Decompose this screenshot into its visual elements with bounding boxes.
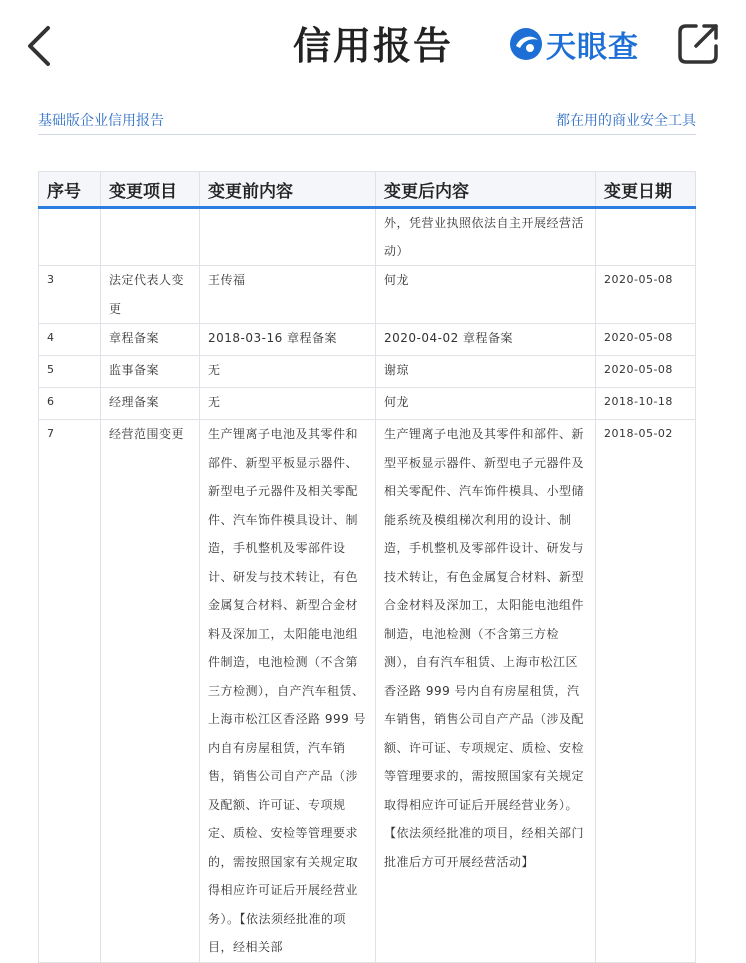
cell-before xyxy=(200,208,376,266)
cell-before: 生产锂离子电池及其零件和部件、新型平板显示器件、新型电子元器件及相关零配件、汽车饰件模具设计、制造，手机整机及零部件设计、研发与技术转让，有色金属复合材料、新型合金材料及深加工，太阳能电池组件制造，电池检测（不含第三方检测），自产汽车租赁、上海市松江区香泾路 999 号内自有房屋租赁，汽车销售，销售公司自产产品（涉及配额、许可证、专项规定、质检、安检等管理要求的，需按照国家有关规定取得相应许可证后开展经营业务）。【依法须经批准的项目，经相关部 xyxy=(200,420,376,963)
cell-before: 无 xyxy=(200,388,376,420)
slogan-label: 都在用的商业安全工具 xyxy=(556,113,696,129)
header-before: 变更前内容 xyxy=(200,172,376,208)
cell-item: 章程备案 xyxy=(101,324,200,356)
table-row xyxy=(39,208,696,266)
cell-after: 谢琼 xyxy=(376,356,596,388)
cell-before: 2018-03-16 章程备案 xyxy=(200,324,376,356)
cell-date: 2020-05-08 xyxy=(596,324,696,356)
cell-before: 王传福 xyxy=(200,266,376,324)
cell-date: 2020-05-08 xyxy=(596,356,696,388)
cell-item: 监事备案 xyxy=(101,356,200,388)
cell-after: 2020-04-02 章程备案 xyxy=(376,324,596,356)
table-header-row xyxy=(39,172,696,208)
cell-after: 外，凭营业执照依法自主开展经营活动） xyxy=(376,208,596,266)
report-header xyxy=(38,108,696,135)
cell-index: 6 xyxy=(39,388,101,420)
report-type-label: 基础版企业信用报告 xyxy=(38,113,164,129)
table-row xyxy=(39,266,696,324)
cell-index: 7 xyxy=(39,420,101,963)
share-icon[interactable] xyxy=(676,20,722,66)
cell-index xyxy=(39,208,101,266)
cell-before: 无 xyxy=(200,356,376,388)
cell-item xyxy=(101,208,200,266)
cell-after: 何龙 xyxy=(376,266,596,324)
cell-after: 何龙 xyxy=(376,388,596,420)
table-row xyxy=(39,420,696,963)
header-index: 序号 xyxy=(39,172,101,208)
cell-index: 4 xyxy=(39,324,101,356)
page-title: 信用报告 xyxy=(292,24,453,68)
table-row xyxy=(39,324,696,356)
cell-date: 2020-05-08 xyxy=(596,266,696,324)
header-item: 变更项目 xyxy=(101,172,200,208)
cell-date: 2018-05-02 xyxy=(596,420,696,963)
brand-logo xyxy=(508,24,639,64)
navigation-bar xyxy=(0,0,746,92)
table-row xyxy=(39,388,696,420)
table-row xyxy=(39,356,696,388)
change-record-table xyxy=(38,171,695,963)
cell-index: 5 xyxy=(39,356,101,388)
header-after: 变更后内容 xyxy=(376,172,596,208)
cell-index: 3 xyxy=(39,266,101,324)
cell-date: 2018-10-18 xyxy=(596,388,696,420)
cell-after: 生产锂离子电池及其零件和部件、新型平板显示器件、新型电子元器件及相关零配件、汽车饰件模具、小型储能系统及模组梯次利用的设计、制造，手机整机及零部件设计、研发与技术转让，有色金属复合材料、新型合金材料及深加工，太阳能电池组件制造，电池检测（不含第三方检测），自有汽车租赁、上海市松江区香泾路 999 号内自有房屋租赁，汽车销售，销售公司自产产品（涉及配额、许可证、专项规定、质检、安检等管理要求的，需按照国家有关规定取得相应许可证后开展经营业务）。【依法须经批准的项目，经相关部门批准后方可开展经营活动】 xyxy=(376,420,596,963)
brand-name: 天眼查 xyxy=(546,30,639,65)
cell-date xyxy=(596,208,696,266)
cell-item: 法定代表人变更 xyxy=(101,266,200,324)
tianyancha-logo-icon xyxy=(508,26,544,62)
cell-item: 经理备案 xyxy=(101,388,200,420)
header-date: 变更日期 xyxy=(596,172,696,208)
cell-item: 经营范围变更 xyxy=(101,420,200,963)
